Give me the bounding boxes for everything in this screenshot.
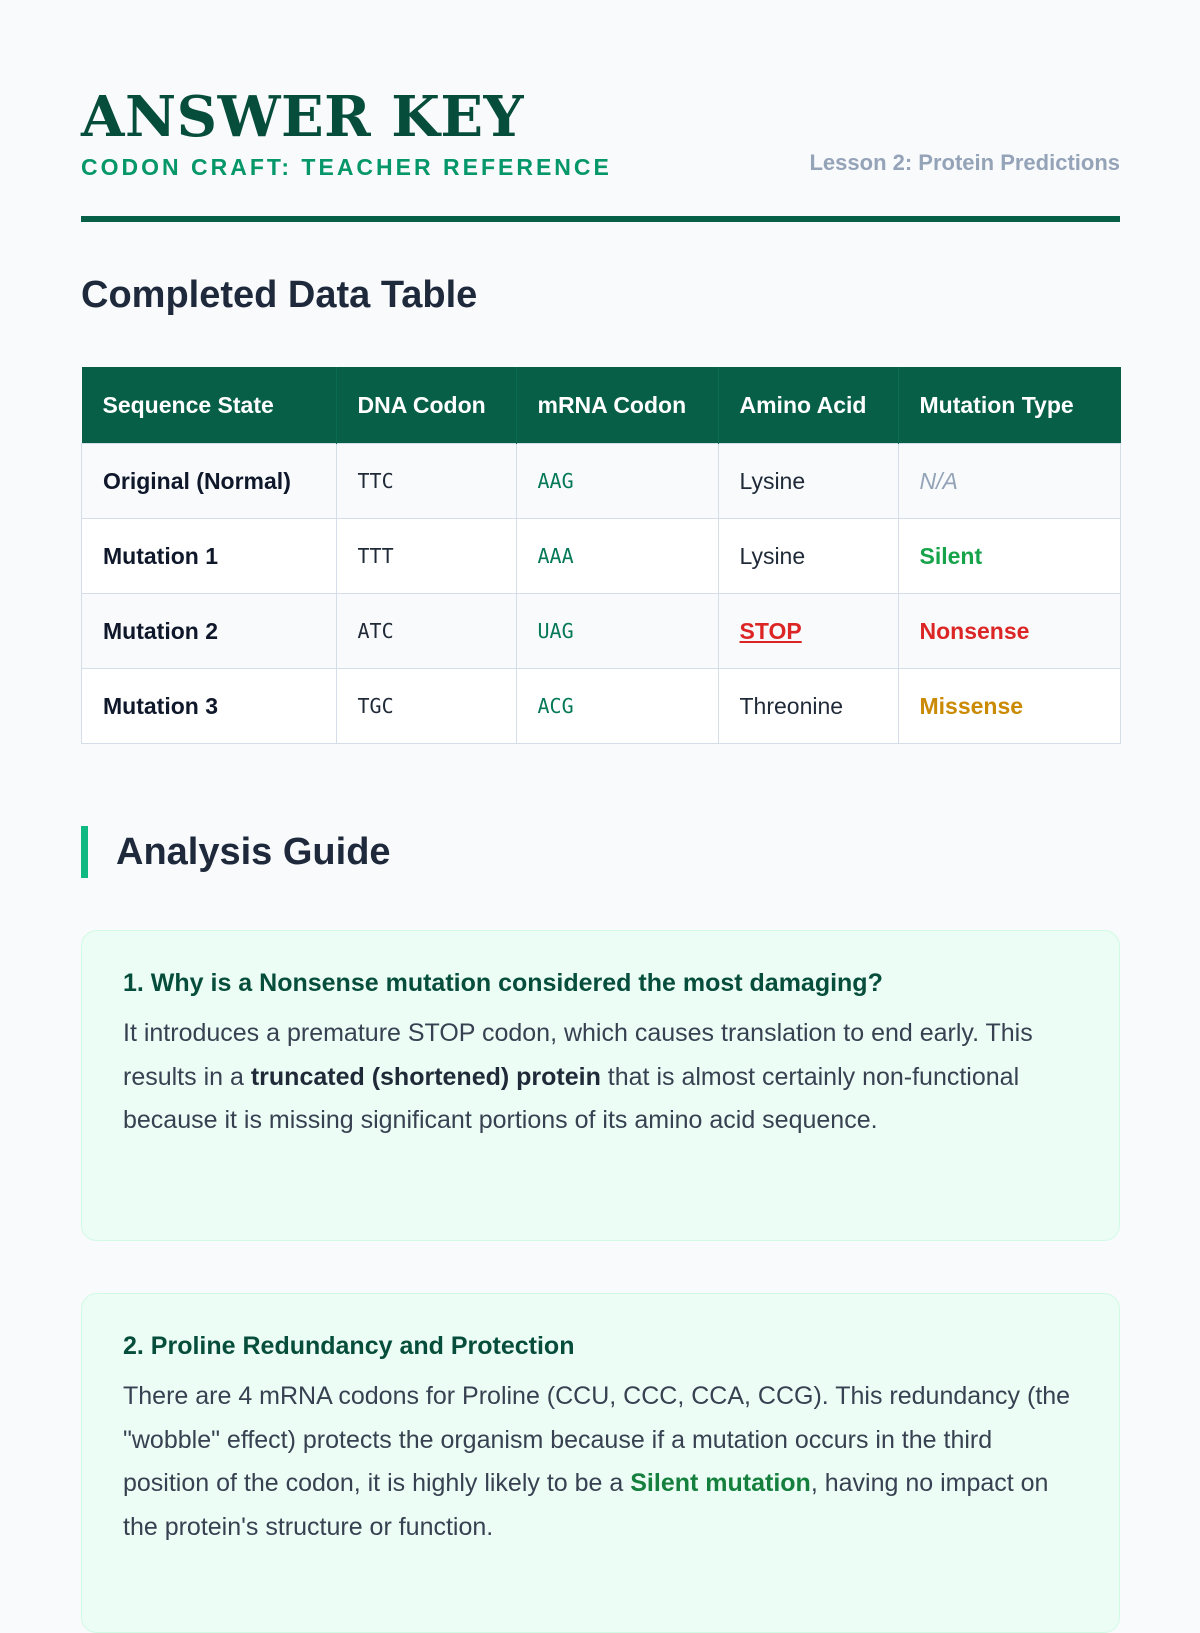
page-header <box>81 0 1120 222</box>
question-title: 2. Proline Redundancy and Protection <box>123 1332 575 1360</box>
page-title: ANSWER KEY <box>81 84 525 150</box>
answer-text: , having no impact on the protein's structure or function. <box>123 1469 1049 1541</box>
column-header-dna-codon: DNA Codon <box>336 367 516 444</box>
question-answer <box>123 1012 1078 1143</box>
answer-text: that is almost certainly non-functional because it is missing significant portions of its amino acid sequence. <box>123 1062 1020 1134</box>
dna-codon-cell: TGC <box>336 669 516 744</box>
mrna-codon-cell: AAG <box>516 444 718 519</box>
mutation-type-cell: N/A <box>898 444 1121 519</box>
data-table <box>81 367 1121 744</box>
table-row <box>82 669 1121 744</box>
table-row <box>82 444 1121 519</box>
data-table-title: Completed Data Table <box>81 274 478 316</box>
amino-acid-cell: Lysine <box>718 444 898 519</box>
page-subtitle: CODON CRAFT: TEACHER REFERENCE <box>81 154 612 180</box>
sequence-state-cell: Mutation 3 <box>82 669 337 744</box>
dna-codon-cell: TTT <box>336 519 516 594</box>
answer-key-page <box>81 0 1120 1541</box>
sequence-state-cell: Original (Normal) <box>82 444 337 519</box>
column-header-mrna-codon: mRNA Codon <box>516 367 718 444</box>
mutation-type-cell: Silent <box>898 519 1121 594</box>
question-title: 1. Why is a Nonsense mutation considered the most damaging? <box>123 969 883 997</box>
amino-acid-stop-cell: STOP <box>718 594 898 669</box>
mrna-codon-cell: ACG <box>516 669 718 744</box>
answer-highlight: Silent mutation <box>630 1469 811 1497</box>
mrna-codon-cell: UAG <box>516 594 718 669</box>
amino-acid-cell: Lysine <box>718 519 898 594</box>
answer-text: There are 4 mRNA codons for Proline (CCU, CCC, CCA, CCG). This redundancy (the "wobble" effect) protects the organism because if a mutation occurs in the third position of the codon, it is highly likely to be a <box>123 1382 1071 1497</box>
question-card <box>81 930 1120 1241</box>
answer-highlight: truncated (shortened) protein <box>250 1062 601 1091</box>
question-card <box>81 1293 1120 1633</box>
lesson-label: Lesson 2: Protein Predictions <box>809 150 1120 175</box>
answer-text: It introduces a premature STOP codon, which causes translation to end early. This results in a <box>123 1019 1033 1091</box>
sequence-state-cell: Mutation 2 <box>82 594 337 669</box>
mrna-codon-cell: AAA <box>516 519 718 594</box>
sequence-state-cell: Mutation 1 <box>82 519 337 594</box>
column-header-amino-acid: Amino Acid <box>718 367 898 444</box>
mutation-type-cell: Missense <box>898 669 1121 744</box>
analysis-guide-heading <box>81 826 391 878</box>
dna-codon-cell: ATC <box>336 594 516 669</box>
analysis-guide-title: Analysis Guide <box>116 831 391 873</box>
column-header-sequence-state: Sequence State <box>82 367 337 444</box>
mutation-type-cell: Nonsense <box>898 594 1121 669</box>
table-header-row <box>82 367 1121 444</box>
table-row <box>82 519 1121 594</box>
column-header-mutation-type: Mutation Type <box>898 367 1121 444</box>
dna-codon-cell: TTC <box>336 444 516 519</box>
question-answer <box>123 1375 1078 1549</box>
table-row <box>82 594 1121 669</box>
amino-acid-cell: Threonine <box>718 669 898 744</box>
